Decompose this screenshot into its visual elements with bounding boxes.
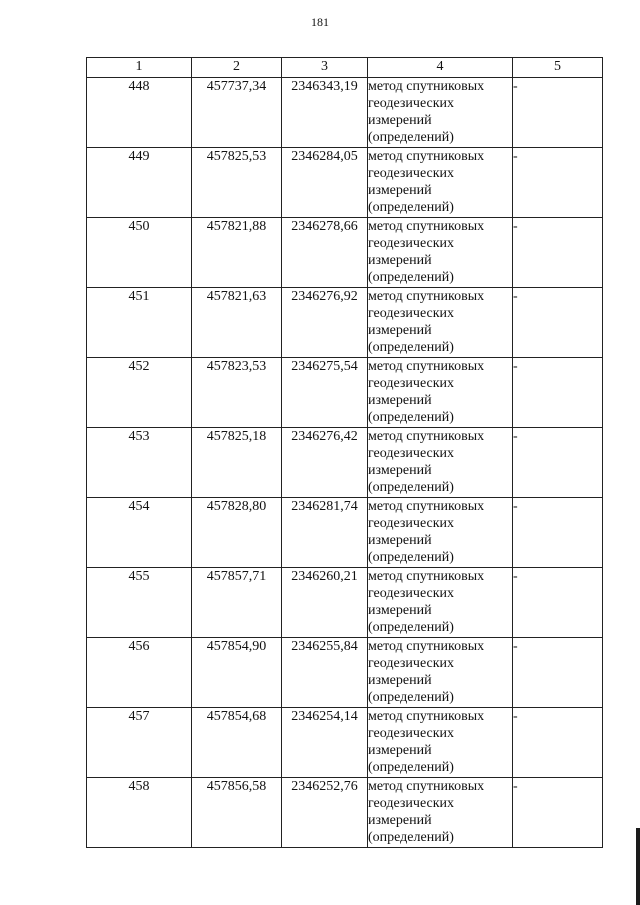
method-text-line: (определений): [368, 760, 454, 775]
method-cell: [368, 78, 513, 148]
method-text-line: геодезических: [368, 96, 455, 111]
note-cell: -: [513, 638, 603, 708]
method-cell: [368, 218, 513, 288]
point-number-cell: 454: [87, 498, 192, 568]
point-number-cell: 457: [87, 708, 192, 778]
y-coordinate-cell: 2346284,05: [282, 148, 368, 218]
x-coordinate-cell: 457737,34: [192, 78, 282, 148]
method-text-line: измерений: [368, 603, 432, 618]
note-cell: -: [513, 218, 603, 288]
method-text-line: измерений: [368, 673, 432, 688]
method-text-line: геодезических: [368, 726, 455, 741]
point-number-cell: 448: [87, 78, 192, 148]
method-text-line: метод спутниковых: [368, 79, 485, 94]
method-text-line: метод спутниковых: [368, 289, 485, 304]
method-text-line: измерений: [368, 743, 432, 758]
table-row: [87, 358, 603, 428]
y-coordinate-cell: 2346281,74: [282, 498, 368, 568]
method-text-line: геодезических: [368, 656, 455, 671]
method-text-line: метод спутниковых: [368, 709, 485, 724]
method-text-line: геодезических: [368, 376, 455, 391]
note-cell: -: [513, 358, 603, 428]
note-cell: -: [513, 78, 603, 148]
x-coordinate-cell: 457823,53: [192, 358, 282, 428]
column-header-2: 2: [192, 58, 282, 78]
y-coordinate-cell: 2346276,42: [282, 428, 368, 498]
point-number-cell: 450: [87, 218, 192, 288]
method-text-line: (определений): [368, 480, 454, 495]
method-text-line: метод спутниковых: [368, 359, 485, 374]
point-number-cell: 456: [87, 638, 192, 708]
method-text-line: (определений): [368, 830, 454, 845]
method-text-line: метод спутниковых: [368, 569, 485, 584]
y-coordinate-cell: 2346252,76: [282, 778, 368, 848]
column-header-1: 1: [87, 58, 192, 78]
table-body: [87, 78, 603, 848]
method-cell: [368, 428, 513, 498]
method-text-line: геодезических: [368, 446, 455, 461]
scan-edge-mark: [636, 828, 640, 905]
column-header-3: 3: [282, 58, 368, 78]
method-text-line: измерений: [368, 533, 432, 548]
note-cell: -: [513, 148, 603, 218]
method-text-line: метод спутниковых: [368, 429, 485, 444]
note-cell: -: [513, 568, 603, 638]
note-cell: -: [513, 778, 603, 848]
note-cell: -: [513, 288, 603, 358]
method-text-line: метод спутниковых: [368, 499, 485, 514]
x-coordinate-cell: 457854,90: [192, 638, 282, 708]
method-text-line: измерений: [368, 813, 432, 828]
method-text-line: геодезических: [368, 586, 455, 601]
coordinates-table: [86, 57, 603, 848]
method-cell: [368, 708, 513, 778]
table-row: [87, 498, 603, 568]
point-number-cell: 455: [87, 568, 192, 638]
method-text-line: (определений): [368, 340, 454, 355]
method-text-line: (определений): [368, 690, 454, 705]
method-text-line: (определений): [368, 620, 454, 635]
y-coordinate-cell: 2346276,92: [282, 288, 368, 358]
x-coordinate-cell: 457821,63: [192, 288, 282, 358]
table-row: [87, 778, 603, 848]
method-text-line: измерений: [368, 323, 432, 338]
x-coordinate-cell: 457825,18: [192, 428, 282, 498]
table-row: [87, 568, 603, 638]
method-text-line: метод спутниковых: [368, 149, 485, 164]
table-row: [87, 288, 603, 358]
y-coordinate-cell: 2346275,54: [282, 358, 368, 428]
method-cell: [368, 498, 513, 568]
y-coordinate-cell: 2346254,14: [282, 708, 368, 778]
y-coordinate-cell: 2346260,21: [282, 568, 368, 638]
method-cell: [368, 358, 513, 428]
x-coordinate-cell: 457856,58: [192, 778, 282, 848]
method-text-line: метод спутниковых: [368, 779, 485, 794]
x-coordinate-cell: 457821,88: [192, 218, 282, 288]
method-text-line: геодезических: [368, 516, 455, 531]
method-text-line: (определений): [368, 550, 454, 565]
x-coordinate-cell: 457825,53: [192, 148, 282, 218]
point-number-cell: 452: [87, 358, 192, 428]
method-text-line: измерений: [368, 253, 432, 268]
point-number-cell: 451: [87, 288, 192, 358]
method-text-line: (определений): [368, 130, 454, 145]
y-coordinate-cell: 2346278,66: [282, 218, 368, 288]
method-text-line: геодезических: [368, 236, 455, 251]
method-text-line: измерений: [368, 463, 432, 478]
method-text-line: измерений: [368, 393, 432, 408]
method-text-line: геодезических: [368, 166, 455, 181]
column-header-5: 5: [513, 58, 603, 78]
method-cell: [368, 288, 513, 358]
method-text-line: измерений: [368, 113, 432, 128]
x-coordinate-cell: 457828,80: [192, 498, 282, 568]
point-number-cell: 449: [87, 148, 192, 218]
method-cell: [368, 568, 513, 638]
method-cell: [368, 148, 513, 218]
method-text-line: геодезических: [368, 796, 455, 811]
table-row: [87, 218, 603, 288]
y-coordinate-cell: 2346343,19: [282, 78, 368, 148]
note-cell: -: [513, 708, 603, 778]
note-cell: -: [513, 428, 603, 498]
x-coordinate-cell: 457857,71: [192, 568, 282, 638]
table-row: [87, 638, 603, 708]
table-row: [87, 78, 603, 148]
method-text-line: метод спутниковых: [368, 219, 485, 234]
method-text-line: (определений): [368, 270, 454, 285]
method-cell: [368, 778, 513, 848]
method-text-line: (определений): [368, 200, 454, 215]
point-number-cell: 453: [87, 428, 192, 498]
page-number: 181: [311, 15, 329, 29]
method-cell: [368, 638, 513, 708]
note-cell: -: [513, 498, 603, 568]
point-number-cell: 458: [87, 778, 192, 848]
method-text-line: измерений: [368, 183, 432, 198]
column-header-4: 4: [368, 58, 513, 78]
table-row: [87, 708, 603, 778]
method-text-line: геодезических: [368, 306, 455, 321]
table-row: [87, 148, 603, 218]
table-row: [87, 428, 603, 498]
method-text-line: метод спутниковых: [368, 639, 485, 654]
y-coordinate-cell: 2346255,84: [282, 638, 368, 708]
method-text-line: (определений): [368, 410, 454, 425]
x-coordinate-cell: 457854,68: [192, 708, 282, 778]
table-header-row: [87, 58, 603, 78]
